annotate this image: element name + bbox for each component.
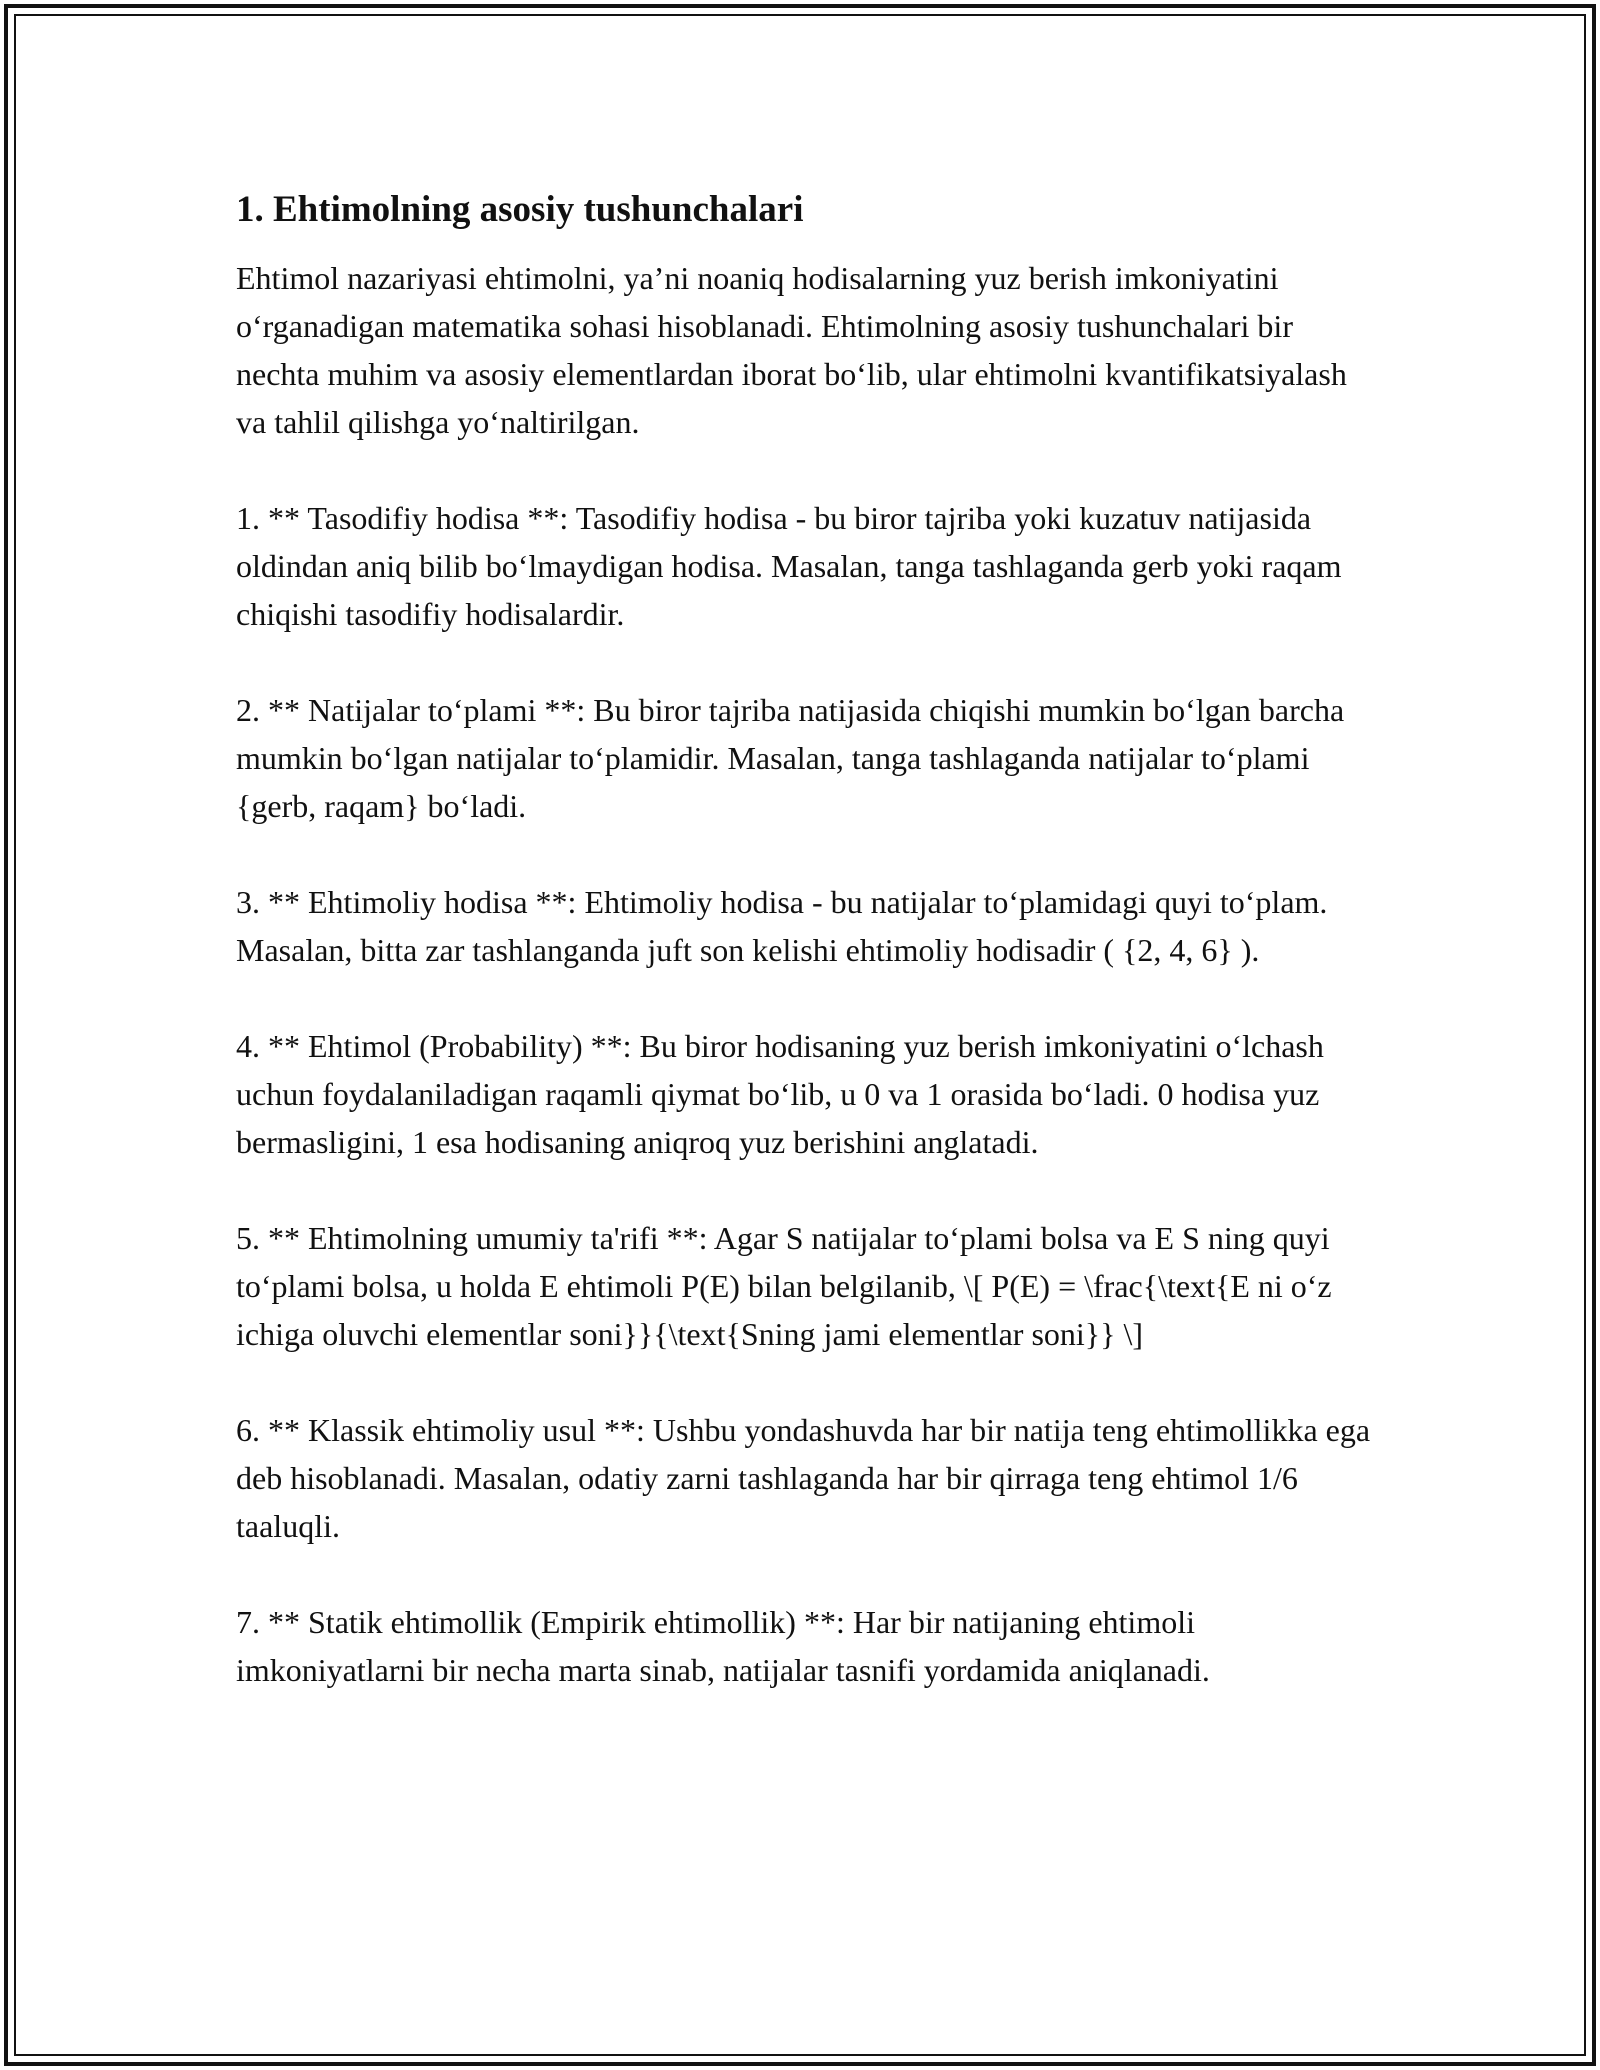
list-item-probabilistic-event: 3. ** Ehtimoliy hodisa **: Ehtimoliy hodisa - bu natijalar to‘plamidagi quyi to‘plam. Masalan, bitta zar tashlanganda juft son kelishi ehtimoliy hodisadir ( {2, 4, 6} ). (236, 884, 1328, 968)
page-title: 1. Ehtimolning asosiy tushunchalari (236, 189, 804, 230)
intro-paragraph: Ehtimol nazariyasi ehtimolni, ya’ni noaniq hodisalarning yuz berish imkoniyatini o‘rganadigan matematika sohasi hisoblanadi. Ehtimolning asosiy tushunchalari bir nechta muhim va asosiy elementlardan iborat bo‘lib, ular ehtimolni kvantifikatsiyalash va tahlil qilishga yo‘naltirilgan. (236, 260, 1347, 440)
list-item-general-definition: 5. ** Ehtimolning umumiy ta'rifi **: Agar S natijalar to‘plami bolsa va E S ning quyi to‘plami bolsa, u holda E ehtimoli P(E) bilan belgilanib, \[ P(E) = \frac{\text{E ni o‘z ichiga oluvchi elementlar soni}}{\text{Sning jami elementlar soni}} \] (236, 1220, 1332, 1352)
list-item-empirical-probability: 7. ** Statik ehtimollik (Empirik ehtimollik) **: Har bir natijaning ehtimoli imkoniyatlarni bir necha marta sinab, natijalar tasnifi yordamida aniqlanadi. (236, 1604, 1210, 1688)
list-item-classical-method: 6. ** Klassik ehtimoliy usul **: Ushbu yondashuvda har bir natija teng ehtimollikka ega deb hisoblanadi. Masalan, odatiy zarni tashlaganda har bir qirraga teng ehtimol 1/6 taaluqli. (236, 1412, 1371, 1544)
list-item-random-event: 1. ** Tasodifiy hodisa **: Tasodifiy hodisa - bu biror tajriba yoki kuzatuv natijasida oldindan aniq bilib bo‘lmaydigan hodisa. Masalan, tanga tashlaganda gerb yoki raqam chiqishi tasodifiy hodisalardir. (236, 500, 1342, 632)
list-item-probability: 4. ** Ehtimol (Probability) **: Bu biror hodisaning yuz berish imkoniyatini o‘lchash uchun foydalaniladigan raqamli qiymat bo‘lib, u 0 va 1 orasida bo‘ladi. 0 hodisa yuz bermasligini, 1 esa hodisaning aniqroq yuz berishini anglatadi. (236, 1028, 1324, 1160)
document-body (236, 186, 1376, 1694)
list-item-sample-space: 2. ** Natijalar to‘plami **: Bu biror tajriba natijasida chiqishi mumkin bo‘lgan barcha mumkin bo‘lgan natijalar to‘plamidir. Masalan, tanga tashlaganda natijalar to‘plami {gerb, raqam} bo‘ladi. (236, 692, 1345, 824)
